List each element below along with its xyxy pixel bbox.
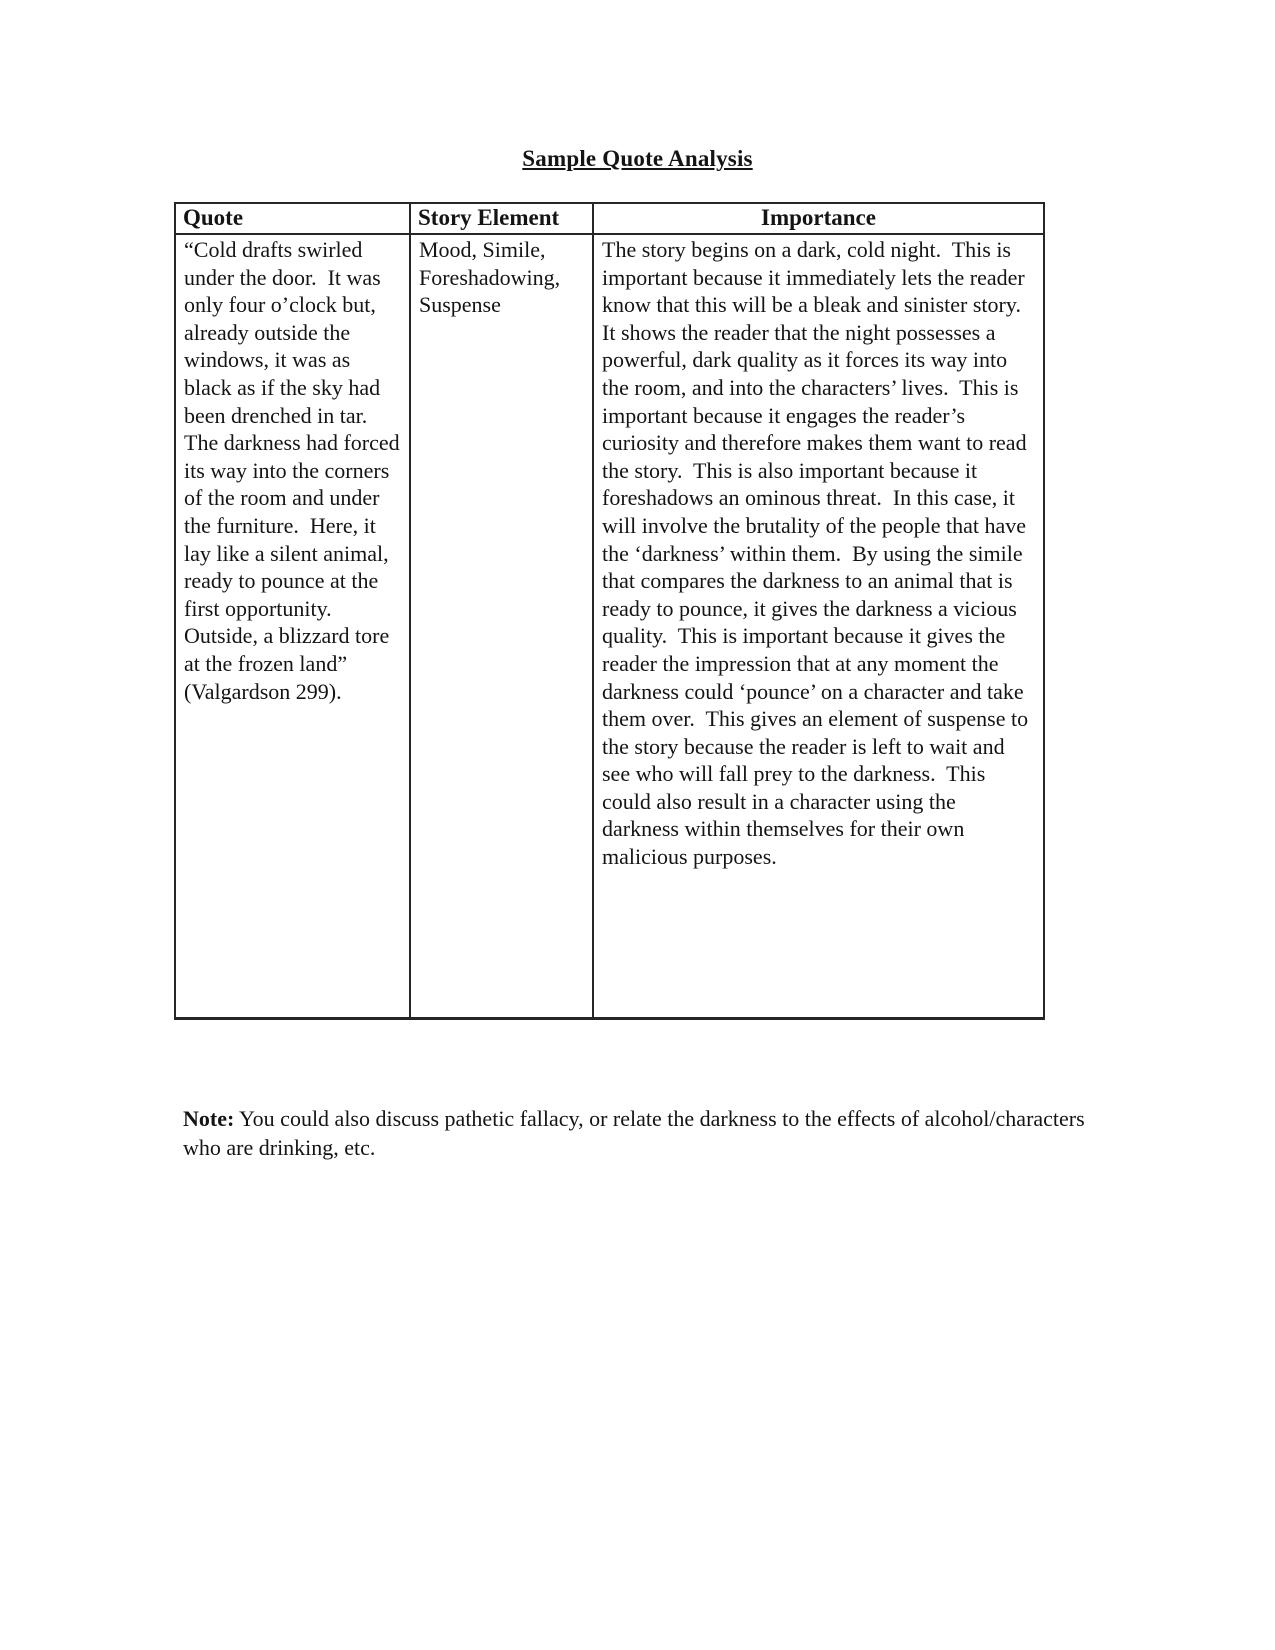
- quote-analysis-table: [174, 202, 1045, 1020]
- column-header-story-element: Story Element: [410, 203, 593, 234]
- cell-importance: The story begins on a dark, cold night. This is important because it immediately lets the reader know that this will be a bleak and sinister story. It shows the reader that the night possesses a powerful, dark quality as it forces its way into the room, and into the characters’ lives. This is important because it engages the reader’s curiosity and therefore makes them want to read the story. This is also important because it foreshadows an ominous threat. In this case, it will involve the brutality of the people that have the ‘darkness’ within them. By using the simile that compares the darkness to an animal that is ready to pounce, it gives the darkness a vicious quality. This is important because it gives the reader the impression that at any moment the darkness could ‘pounce’ on a character and take them over. This gives an element of suspense to the story because the reader is left to wait and see who will fall prey to the darkness. This could also result in a character using the darkness within themselves for their own malicious purposes.: [593, 234, 1044, 1019]
- table-row: [175, 234, 1044, 1019]
- cell-story-element: Mood, Simile, Foreshadowing, Suspense: [410, 234, 593, 1019]
- note: [183, 1105, 1113, 1162]
- note-text: You could also discuss pathetic fallacy, or relate the darkness to the effects of alcohol/characters who are drinking, etc.: [183, 1106, 1091, 1160]
- column-header-quote: Quote: [175, 203, 410, 234]
- cell-quote: “Cold drafts swirled under the door. It was only four o’clock but, already outside the windows, it was as black as if the sky had been drenched in tar. The darkness had forced its way into the corners of the room and under the furniture. Here, it lay like a silent animal, ready to pounce at the first opportunity. Outside, a blizzard tore at the frozen land” (Valgardson 299).: [175, 234, 410, 1019]
- page-title: Sample Quote Analysis: [522, 146, 753, 171]
- column-header-importance: Importance: [593, 203, 1044, 234]
- table-header-row: [175, 203, 1044, 234]
- note-label: Note:: [183, 1106, 235, 1131]
